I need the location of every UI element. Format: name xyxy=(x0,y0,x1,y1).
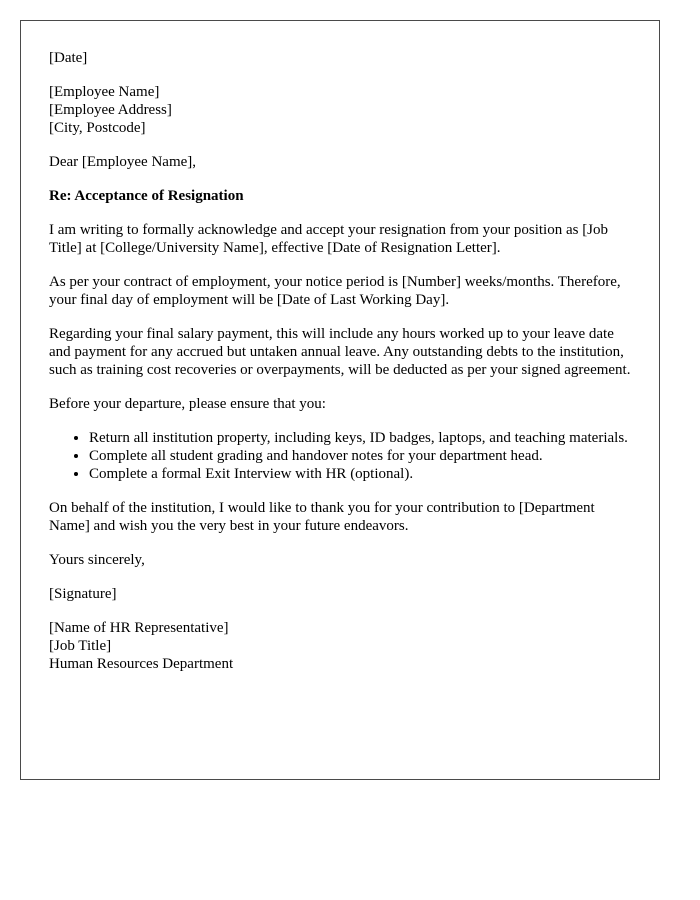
paragraph-thanks: On behalf of the institution, I would like to thank you for your contribution to [Department Name] and wish you the very best in your future endeavors. xyxy=(49,500,595,534)
paragraph-before-departure: Before your departure, please ensure that you: xyxy=(49,396,326,412)
sender-block xyxy=(49,619,639,673)
letter-page xyxy=(20,20,660,780)
paragraph-final-salary: Regarding your final salary payment, this will include any hours worked up to your leave date and payment for any accrued but untaken annual leave. Any outstanding debts to the institution, such as training cost recoveries or overpayments, will be deducted as per your signed agreement. xyxy=(49,326,631,378)
paragraph-notice-period: As per your contract of employment, your notice period is [Number] weeks/months. Therefore, your final day of employment will be [Date of Last Working Day]. xyxy=(49,274,621,308)
subject-line: Re: Acceptance of Resignation xyxy=(49,188,244,204)
recipient-name: [Employee Name] xyxy=(49,84,160,100)
recipient-address-block xyxy=(49,83,639,137)
paragraph-acceptance: I am writing to formally acknowledge and accept your resignation from your position as [Job Title] at [College/University Name], effective [Date of Resignation Letter]. xyxy=(49,222,609,256)
sender-title: [Job Title] xyxy=(49,638,112,654)
departure-checklist xyxy=(49,429,639,483)
recipient-address: [Employee Address] xyxy=(49,102,172,118)
sender-department: Human Resources Department xyxy=(49,656,234,672)
sender-name: [Name of HR Representative] xyxy=(49,620,229,636)
recipient-city: [City, Postcode] xyxy=(49,120,146,136)
letter-date: [Date] xyxy=(49,50,88,66)
salutation: Dear [Employee Name], xyxy=(49,154,197,170)
signature-placeholder: [Signature] xyxy=(49,586,117,602)
list-item: • Complete a formal Exit Interview with HR (optional). xyxy=(89,465,639,483)
list-item: • Complete all student grading and handover notes for your department head. xyxy=(89,447,639,465)
closing: Yours sincerely, xyxy=(49,552,145,568)
list-item: • Return all institution property, including keys, ID badges, laptops, and teaching materials. xyxy=(89,429,639,447)
letter-body xyxy=(49,49,639,673)
